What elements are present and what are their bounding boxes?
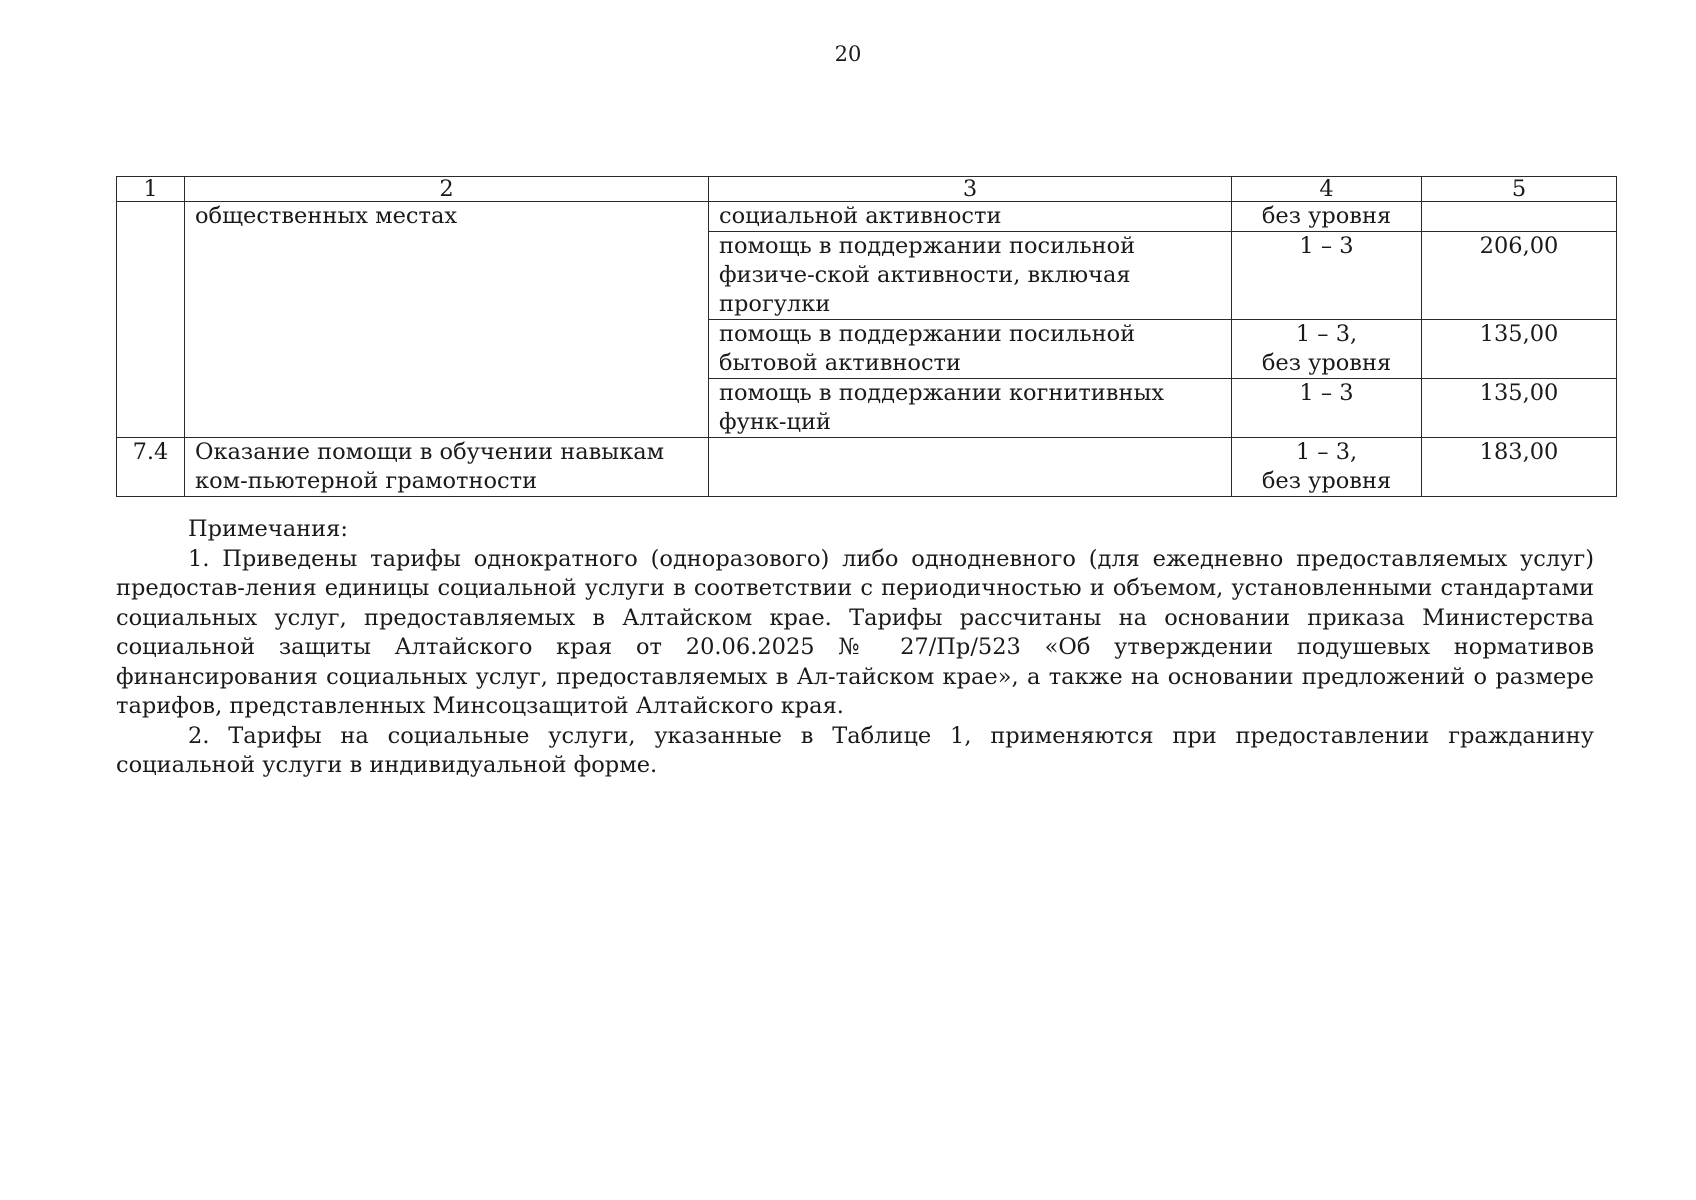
service-level: 1 – 3 [1232,232,1422,320]
tariff-price [1422,202,1617,232]
column-header-5: 5 [1422,177,1617,202]
row-number-cell [117,202,185,438]
column-header-4: 4 [1232,177,1422,202]
table-row [117,438,1617,497]
service-group-name: Оказание помощи в обучении навыкам ком-пьютерной грамотности [185,438,709,497]
tariff-price: 135,00 [1422,379,1617,438]
tariff-price: 183,00 [1422,438,1617,497]
service-level [1232,438,1422,497]
notes-title: Примечания: [188,516,348,542]
column-header-3: 3 [709,177,1232,202]
sub-service-name: помощь в поддержании посильной физиче-ской активности, включая прогулки [709,232,1232,320]
tariff-price: 206,00 [1422,232,1617,320]
tariff-price: 135,00 [1422,320,1617,379]
tariff-table [116,176,1617,497]
sub-service-name: помощь в поддержании посильной бытовой активности [709,320,1232,379]
service-level [1232,320,1422,379]
service-level-line: без уровня [1261,468,1392,494]
sub-service-name [709,438,1232,497]
service-level: 1 – 3 [1232,379,1422,438]
row-number-cell: 7.4 [117,438,185,497]
table-row [117,202,1617,232]
sub-service-name: социальной активности [709,202,1232,232]
notes-section [116,515,1594,781]
service-level-line: 1 – 3, [1295,439,1358,465]
page-number: 20 [834,42,862,66]
sub-service-name: помощь в поддержании когнитивных функ-ций [709,379,1232,438]
table-header-row [117,177,1617,202]
service-group-name: общественных местах [185,202,709,438]
column-header-2: 2 [185,177,709,202]
service-level-line: 1 – 3, [1295,321,1358,347]
service-level: без уровня [1232,202,1422,232]
note-2: 2. Тарифы на социальные услуги, указанные в Таблице 1, применяются при предоставлении гражданину социальной услуги в индивидуальной форме. [116,722,1594,778]
service-level-line: без уровня [1261,350,1392,376]
note-1: 1. Приведены тарифы однократного (одноразового) либо однодневного (для ежедневно предоставляемых услуг) предостав-ления единицы социальной услуги в соответствии с периодичностью и объемом, установленными стандартами социальных услуг, предоставляемых в Алтайском крае. Тарифы рассчитаны на основании приказа Министерства социальной защиты Алтайского края от 20.06.2025 № 27/Пр/523 «Об утверждении подушевых нормативов финансирования социальных услуг, предоставляемых в Ал-тайском крае», а также на основании предложений о размере тарифов, представленных Минсоцзащитой Алтайского края. [116,545,1594,719]
column-header-1: 1 [117,177,185,202]
